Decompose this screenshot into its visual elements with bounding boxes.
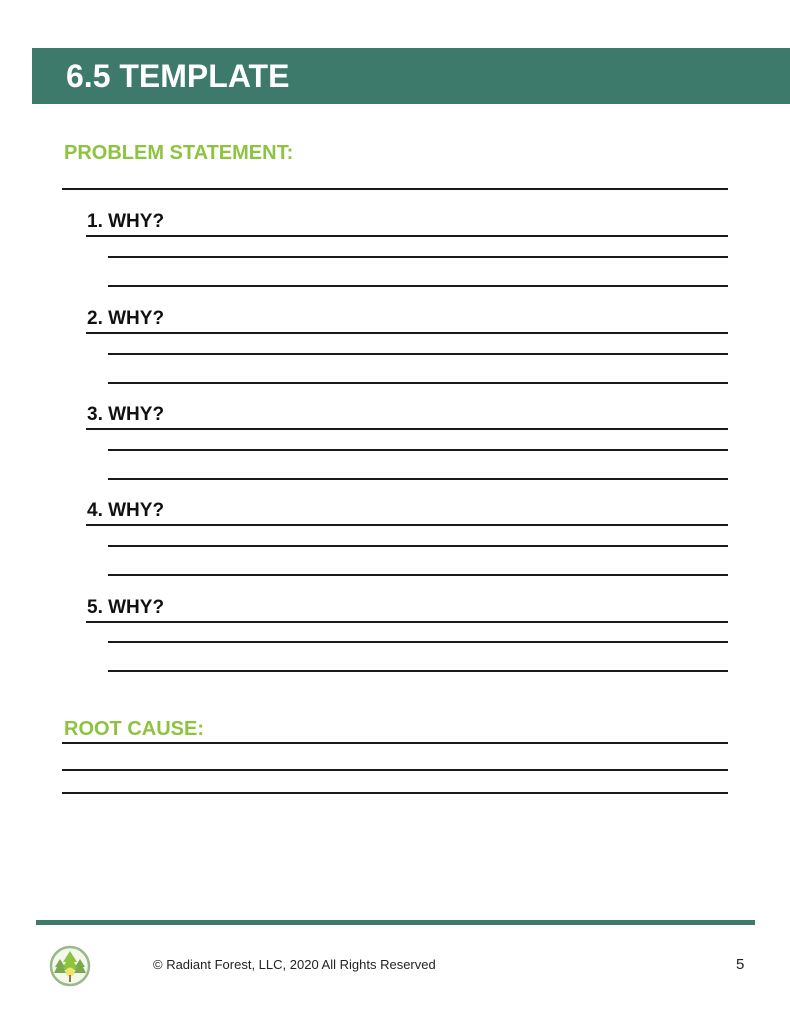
problem-statement-line[interactable] bbox=[62, 188, 728, 190]
why-4-answer-line-2[interactable] bbox=[108, 574, 728, 576]
page-number: 5 bbox=[736, 956, 745, 973]
problem-statement-label: PROBLEM STATEMENT: bbox=[64, 142, 294, 164]
why-1-answer-line-2[interactable] bbox=[108, 285, 728, 287]
why-3-answer-line-1[interactable] bbox=[108, 449, 728, 451]
why-1-answer-line-1[interactable] bbox=[108, 256, 728, 258]
root-cause-line-2[interactable] bbox=[62, 769, 728, 771]
why-4-answer-line-1[interactable] bbox=[108, 545, 728, 547]
root-cause-line-1[interactable] bbox=[62, 742, 728, 744]
header-bar bbox=[32, 48, 790, 104]
footer-bar bbox=[36, 920, 755, 925]
why-4-label: 4. WHY? bbox=[87, 500, 165, 521]
why-2-line[interactable] bbox=[86, 332, 728, 334]
why-1-line[interactable] bbox=[86, 235, 728, 237]
why-3-answer-line-2[interactable] bbox=[108, 478, 728, 480]
why-4-line[interactable] bbox=[86, 524, 728, 526]
why-2-answer-line-2[interactable] bbox=[108, 382, 728, 384]
radiant-forest-logo-icon bbox=[49, 945, 91, 987]
why-5-label: 5. WHY? bbox=[87, 597, 165, 618]
why-3-line[interactable] bbox=[86, 428, 728, 430]
copyright-text: © Radiant Forest, LLC, 2020 All Rights Reserved bbox=[153, 957, 436, 972]
root-cause-label: ROOT CAUSE: bbox=[64, 718, 204, 740]
page-title: 6.5 TEMPLATE bbox=[66, 58, 290, 94]
why-5-answer-line-1[interactable] bbox=[108, 641, 728, 643]
root-cause-line-3[interactable] bbox=[62, 792, 728, 794]
why-1-label: 1. WHY? bbox=[87, 211, 165, 232]
why-2-label: 2. WHY? bbox=[87, 308, 165, 329]
why-5-line[interactable] bbox=[86, 621, 728, 623]
why-5-answer-line-2[interactable] bbox=[108, 670, 728, 672]
why-2-answer-line-1[interactable] bbox=[108, 353, 728, 355]
why-3-label: 3. WHY? bbox=[87, 404, 165, 425]
